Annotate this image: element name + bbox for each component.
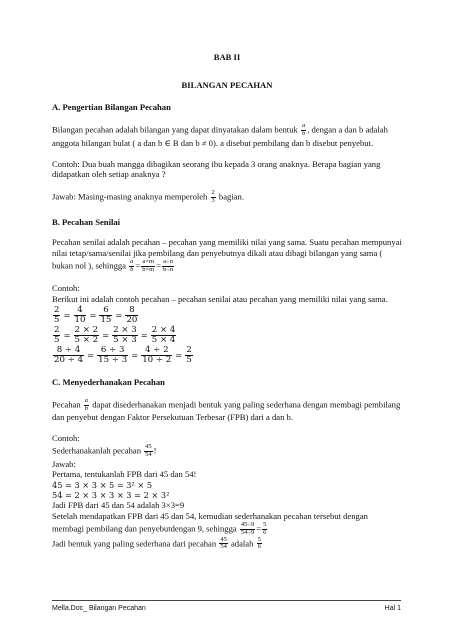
fraction: $\frac{8}{20}$ [126, 304, 138, 325]
answer-line-7 [52, 537, 402, 552]
answer-text: Jadi bentuk yang paling sederhana dari pecahan [52, 537, 217, 548]
fraction-2-3: $\frac{2}{3}$ [211, 189, 215, 204]
section-c-question [52, 444, 402, 459]
fraction: $\frac{2}{5}$ [186, 345, 192, 366]
section-a-answer [52, 190, 402, 205]
question-text: Sederhanakanlah pecahan [52, 445, 141, 456]
para-text: Pecahan senilai adalah pecahan – pecahan yang memiliki nilai yang sama. Suatu pecahan mempunyai nilai tetap/sama/senilai jika pembilang dan penyebutnya dikali atau dibagi [52, 237, 402, 259]
equivalent-fractions-row-1: $\frac{2}{5}$ = $\frac{4}{10}$ = $\frac{6}{15}$ = $\frac{8}{20}$ [54, 304, 138, 325]
section-c-example-label: Contoh: [52, 433, 80, 444]
para-text: bilangan yang sama ( bukan nol ), sehingga [52, 248, 383, 271]
fraction-a-b: $\frac{a}{b}$ [84, 396, 89, 412]
answer-line-6: membagi pembilang dan penyebutdengan 9, sehingga $\frac{45\div 9}{54\div 9}$ = $\frac{5}{6}$ [52, 520, 267, 536]
section-c-heading: C. Menyederhanakan Pecahan [52, 377, 165, 388]
equivalent-fractions-row-2: $\frac{2}{5}$ = $\frac{2 \times 2}{5 \times 2}$ = $\frac{2 \times 3}{5 \times 3}$ = $\frac{2 \times 4}{5 \times 4}$ [54, 324, 176, 345]
fraction: $\frac{6}{15}$ [100, 304, 112, 325]
fraction: $\frac{2 \times 4}{5 \times 4}$ [151, 324, 176, 345]
para-text: , dengan a dan b [307, 124, 364, 135]
footer-page-number: Hal 1 [384, 605, 401, 612]
formula-fraction: $\frac{a\times m}{b\times m}$ [142, 257, 155, 273]
formula-fraction: $\frac{a\div n}{b\div n}$ [163, 257, 174, 273]
answer-label: Jawab: [52, 458, 76, 469]
answer-line-3: 54 = 2 × 3 × 3 × 3 = 2 × 3² [52, 490, 170, 501]
fraction: $\frac{5}{6}$ [263, 520, 267, 536]
document-page [52, 52, 402, 551]
answer-line-1: Pertama, tentukanlah FPB dari 45 dan 54! [52, 469, 197, 480]
fraction: $\frac{4}{10}$ [74, 304, 86, 325]
section-b-heading: B. Pecahan Senilai [52, 216, 121, 227]
question-text: ! [153, 445, 157, 456]
answer-text: Jawab: Masing-masing anaknya memperoleh [52, 191, 208, 202]
equivalent-fractions-row-3: $\frac{8 \div 4}{20 \div 4}$ = $\frac{6 \div 3}{15 \div 3}$ = $\frac{4 \div 2}{10 \div 2}$ = $\frac{2}{5}$ [54, 345, 192, 366]
fraction: $\frac{8 \div 4}{20 \div 4}$ [54, 345, 84, 366]
section-a-paragraph [52, 123, 402, 148]
fraction: $\frac{5}{6}$ [257, 535, 261, 551]
section-c-paragraph [52, 398, 402, 423]
footer-left: Mella.Doc_ Bilangan Pecahan [52, 605, 146, 612]
fraction-45-54: $\frac{45}{54}$ [145, 442, 152, 458]
fraction: $\frac{4 \div 2}{10 \div 2}$ [142, 345, 172, 366]
section-b-paragraph: Pecahan senilai adalah pecahan – pecahan yang memiliki nilai yang sama. Suatu pecahan mempunyai nilai tetap/sama/senilai jika pembilang dan penyebutnya dikali atau dibagi bilangan yang sama ( bukan nol ), sehingga $\frac{a}{b}$ = $\frac{a\times m}{b\times m}$ = $\frac{a\div n}{b\div n}$ [52, 237, 402, 273]
fraction-a-b: $\frac{a}{b}$ [301, 122, 306, 138]
para-text: Bilangan pecahan adalah bilangan yang dapat dinyatakan dalam bentuk [52, 124, 298, 135]
chapter-label: BAB II [213, 52, 241, 62]
para-text: Pecahan [52, 399, 81, 410]
formula-fraction: $\frac{a}{b}$ [130, 257, 134, 273]
fraction: $\frac{2 \times 3}{5 \times 3}$ [113, 324, 137, 345]
section-b-example-label: Contoh: [52, 283, 80, 294]
page-title: BILANGAN PECAHAN [181, 79, 273, 90]
fraction: $\frac{6 \div 3}{15 \div 3}$ [98, 345, 128, 366]
para-text: dapat disederhanakan menjadi bentuk yang paling sederhana dengan membagi pembilang dan penyebut dengan Faktor Persekutuan Terbesar (FPB) dari a dan b. [52, 399, 401, 423]
section-a-example: Contoh: Dua buah mangga dibagikan seorang ibu kepada 3 orang anaknya. Berapa bagian yang didapatkan oleh setiap anaknya ? [52, 158, 381, 180]
section-a-heading: A. Pengertian Bilangan Pecahan [52, 102, 171, 113]
fraction: $\frac{2}{5}$ [54, 324, 60, 345]
fraction: $\frac{45}{54}$ [220, 535, 227, 551]
fraction: $\frac{2}{5}$ [54, 304, 60, 325]
para-text: adalah anggota bilangan bulat ( a dan b ∈ B dan b ≠ 0). a disebut pembilang dan b disebut penyebut. [52, 124, 388, 148]
answer-text: adalah [230, 537, 254, 548]
answer-text: bagian. [218, 191, 244, 202]
page-footer [52, 600, 401, 614]
fraction: $\frac{2 \times 2}{5 \times 2}$ [74, 324, 99, 345]
fraction: $\frac{45\div 9}{54\div 9}$ [240, 520, 255, 536]
answer-line-2: 45 = 3 × 3 × 5 = 3² × 5 [52, 479, 153, 490]
answer-line-5: Setelah mendapatkan FPB dari 45 dan 54, kemudian sederhanakan pecahan tersebut dengan [52, 511, 368, 522]
answer-line-4: Jadi FPB dari 45 dan 54 adalah 3×3=9 [52, 500, 185, 511]
section-b-example-text: Berikut ini adalah contoh pecahan – pecahan senilai atau pecahan yang memiliki nilai yang sama. [52, 294, 388, 305]
answer-text: membagi pembilang dan penyebutdengan 9, sehingga [52, 523, 237, 534]
